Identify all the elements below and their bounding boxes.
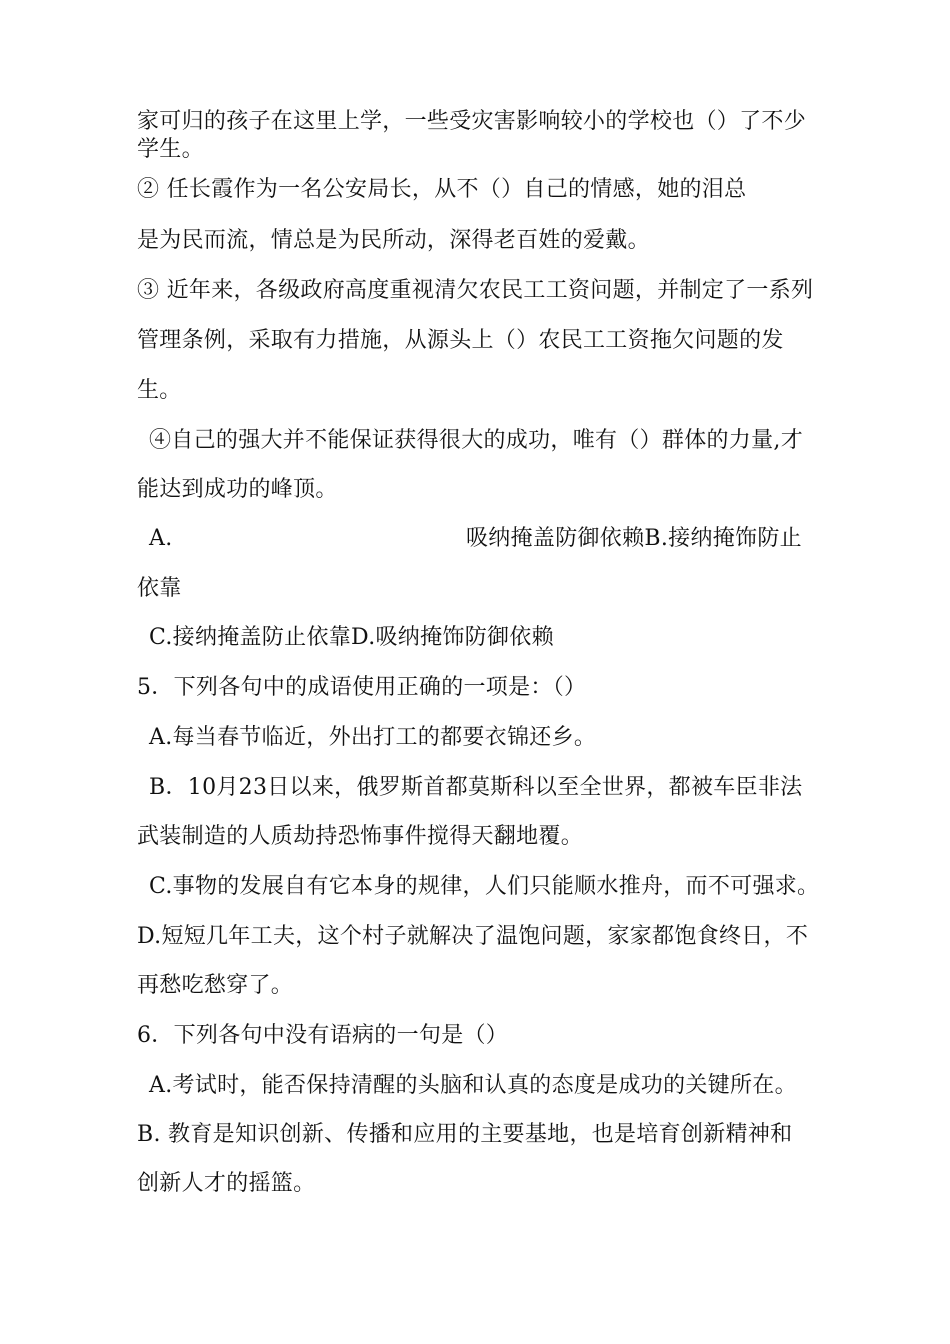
question-5-option-b: B．10月23日以来，俄罗斯首都莫斯科以至全世界，都被车臣非法 — [149, 775, 803, 800]
option-c-d: C.接纳掩盖防止依靠D.吸纳掩饰防御依赖 — [149, 625, 554, 650]
question-5-option-c: C.事物的发展自有它本身的规律，人们只能顺水推舟，而不可强求。 — [149, 874, 820, 899]
question-item-4-cont: 能达到成功的峰顶。 — [137, 477, 338, 502]
question-item-3: ③ 近年来，各级政府高度重视清欠农民工工资问题，并制定了一系列 — [137, 278, 814, 303]
question-item-2: ② 任长霞作为一名公安局长，从不（）自己的情感，她的泪总 — [137, 177, 747, 202]
question-5-option-d-cont: 再愁吃愁穿了。 — [137, 973, 294, 998]
question-item-4: ④自己的强大并不能保证获得很大的成功，唯有（）群体的力量,才 — [149, 428, 803, 453]
question-item-2-cont: 是为民而流，情总是为民所动，深得老百姓的爱戴。 — [137, 228, 650, 253]
question-5-stem: 5．下列各句中的成语使用正确的一项是：（） — [137, 675, 587, 700]
question-5-option-d: D.短短几年工夫，这个村子就解决了温饱问题，家家都饱食终日，不 — [137, 924, 809, 949]
text-line-continuation-end: 学生。 — [137, 137, 204, 162]
question-6-option-a: A.考试时，能否保持清醒的头脑和认真的态度是成功的关键所在。 — [149, 1073, 797, 1098]
question-6-option-b: B. 教育是知识创新、传播和应用的主要基地，也是培育创新精神和 — [137, 1122, 793, 1147]
option-a-b-text: 吸纳掩盖防御依赖B.接纳掩饰防止 — [466, 526, 802, 551]
question-6-option-b-cont: 创新人才的摇篮。 — [137, 1171, 316, 1196]
question-5-option-a: A.每当春节临近，外出打工的都要衣锦还乡。 — [149, 725, 597, 750]
question-item-3-cont: 管理条例，采取有力措施，从源头上（）农民工工资拖欠问题的发 — [137, 328, 784, 353]
question-item-3-end: 生。 — [137, 378, 182, 403]
question-5-option-b-cont: 武装制造的人质劫持恐怖事件搅得天翻地覆。 — [137, 824, 584, 849]
text-line-continuation: 家可归的孩子在这里上学，一些受灾害影响较小的学校也（）了不少 — [137, 109, 807, 134]
option-b-end: 依靠 — [137, 576, 182, 601]
option-a-label: A. — [149, 526, 173, 551]
question-6-stem: 6．下列各句中没有语病的一句是（） — [137, 1023, 509, 1048]
